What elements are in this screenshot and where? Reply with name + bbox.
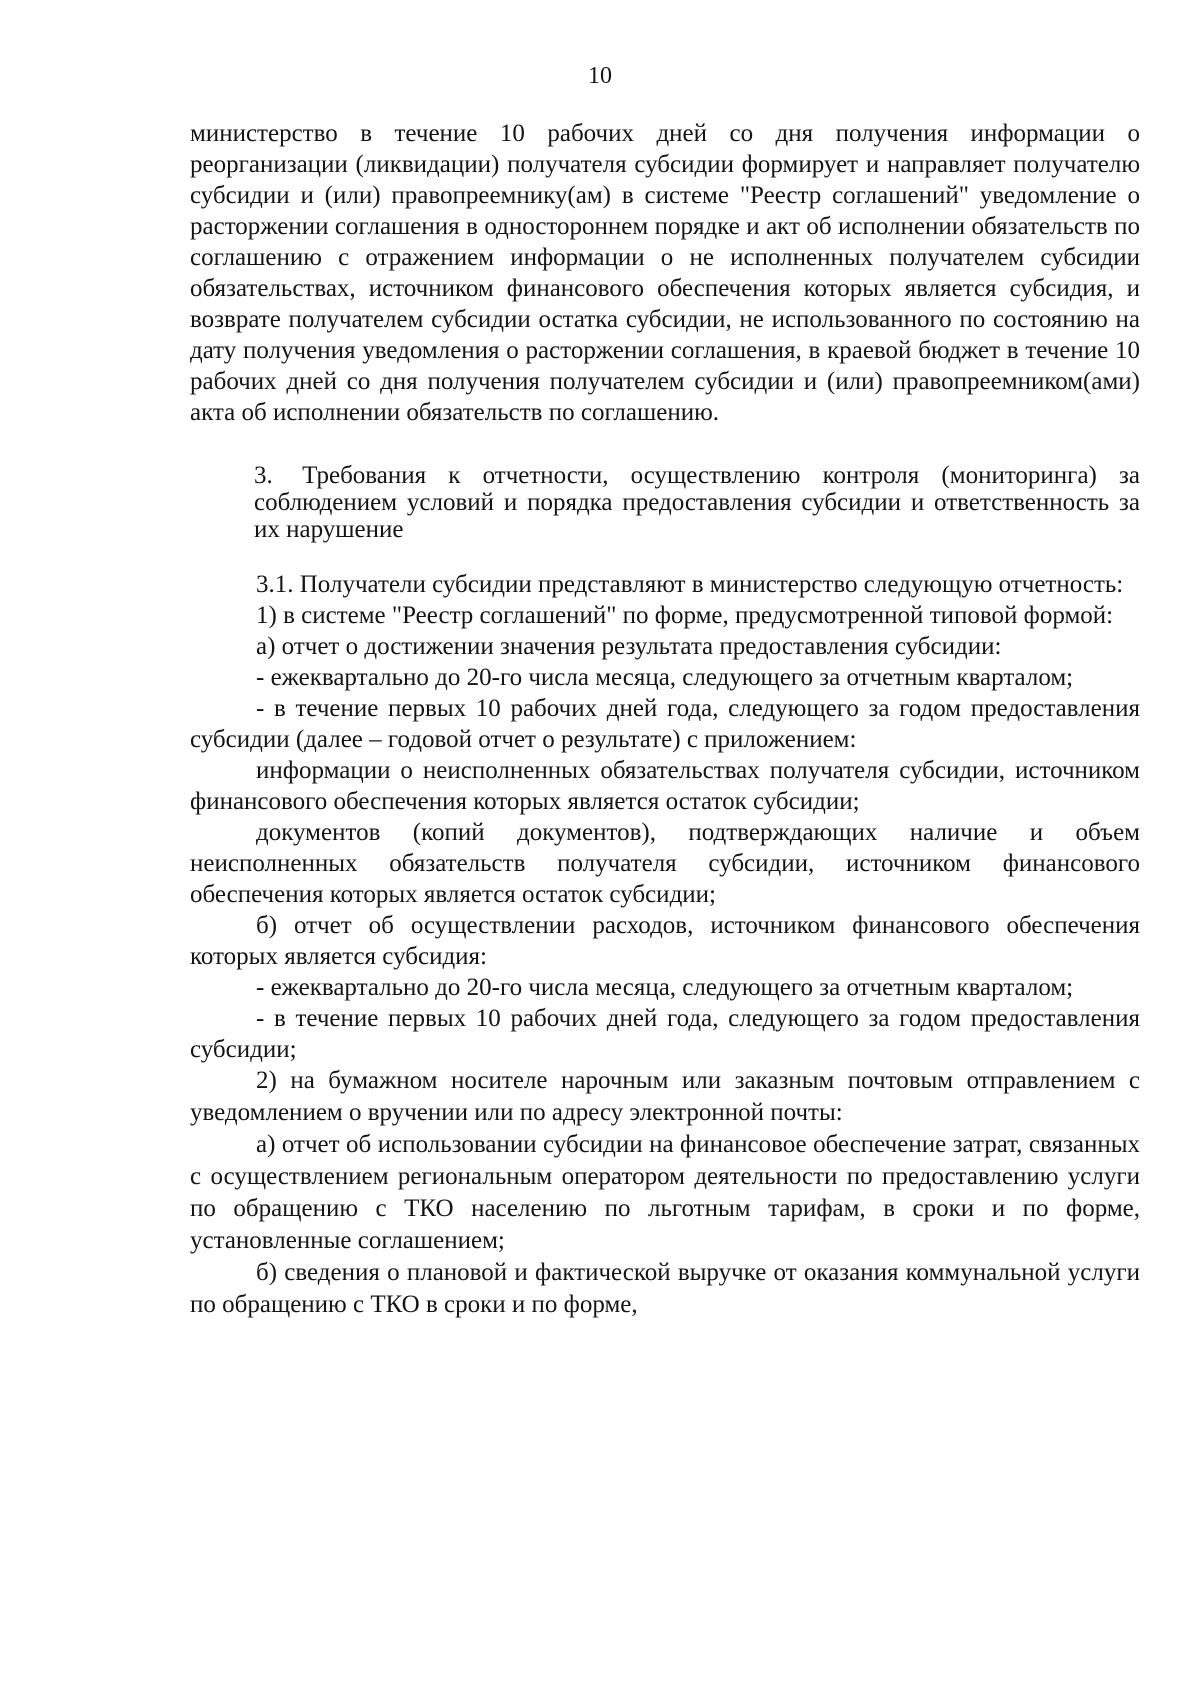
paragraph-item-1a-annual: - в течение первых 10 рабочих дней года, следующего за годом предоставления субсидии (далее – годовой отчет о результате) с приложением: (190, 695, 1140, 753)
paragraph-item-2b: б) сведения о плановой и фактической выручке от оказания коммунальной услуги по обращению с ТКО в сроки и по форме, (190, 1259, 1140, 1318)
paragraph-obligations-info: информации о неисполненных обязательствах получателя субсидии, источником финансового обеспечения которых является остаток субсидии; (190, 757, 1140, 815)
paragraph-item-1b: б) отчет об осуществлении расходов, источником финансового обеспечения которых является субсидия: (190, 912, 1140, 970)
paragraph-item-2: 2) на бумажном носителе нарочным или заказным почтовым отправлением с уведомлением о вручении или по адресу электронной почты: (190, 1067, 1140, 1126)
paragraph-3-1: 3.1. Получатели субсидии представляют в министерство следующую отчетность: (256, 571, 1124, 598)
paragraph-item-1a: а) отчет о достижении значения результата предоставления субсидии: (256, 633, 1002, 660)
paragraph-item-1: 1) в системе "Реестр соглашений" по форме, предусмотренной типовой формой: (256, 602, 1114, 629)
paragraph-item-2a: а) отчет об использовании субсидии на финансовое обеспечение затрат, связанных с осуществлением региональным оператором деятельности по предоставлению услуги по обращению с ТКО населению по льготным тарифам, в сроки и по форме, установленные соглашением; (190, 1131, 1140, 1254)
paragraph-supporting-documents: документов (копий документов), подтверждающих наличие и объем неисполненных обязательств получателя субсидии, источником финансового обеспечения которых является остаток субсидии; (190, 819, 1140, 908)
paragraph-item-1a-quarterly: - ежеквартально до 20-го числа месяца, следующего за отчетным кварталом; (256, 664, 1074, 691)
paragraph-item-1b-quarterly: - ежеквартально до 20-го числа месяца, следующего за отчетным кварталом; (256, 974, 1074, 1001)
section-heading-number: 3. (254, 462, 273, 489)
document-body (190, 118, 1140, 1321)
page-number: 10 (588, 63, 612, 89)
section-heading-text: Требования к отчетности, осуществлению контроля (мониторинга) за соблюдением условий и порядка предоставления субсидии и ответственность за их нарушение (254, 462, 1140, 543)
paragraph-item-1b-annual: - в течение первых 10 рабочих дней года, следующего за годом предоставления субсидии; (190, 1005, 1140, 1063)
paragraph-termination-notice: министерство в течение 10 рабочих дней со дня получения информации о реорганизации (ликвидации) получателя субсидии формирует и направляет получателю субсидии и (или) правопреемнику(ам) в системе "Реестр соглашений" уведомление о расторжении соглашения в одностороннем порядке и акт об исполнении обязательств по соглашению с отражением информации о не исполненных получателем субсидии обязательствах, источником финансового обеспечения которых является субсидия, и возврате получателем субсидии остатка субсидии, не использованного по состоянию на дату получения уведомления о расторжении соглашения, в краевой бюджет в течение 10 рабочих дней со дня получения получателем субсидии и (или) правопреемником(ами) акта об исполнении обязательств по соглашению. (190, 120, 1140, 426)
section-heading (190, 462, 1140, 543)
